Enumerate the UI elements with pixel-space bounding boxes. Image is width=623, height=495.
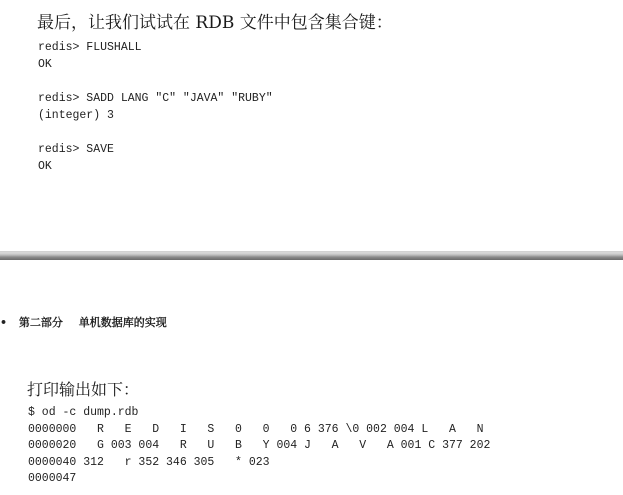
page-break-divider [0,251,623,260]
running-header-chapter: 单机数据库的实现 [78,316,167,329]
code-line: $ od -c dump.rdb [28,406,139,419]
running-header-part: 第二部分 [18,316,63,329]
section-heading-rdb-set-key: 最后，让我们试试在 RDB 文件中包含集合键： [37,13,393,33]
code-blank-line [38,73,273,91]
code-line: (integer) 3 [38,108,114,122]
code-line: 0000040 312 r 352 346 305 * 023 [28,455,270,469]
code-line: 0000000 R E D I S 0 0 0 6 376 \0 002 004 L A N [28,422,484,436]
code-line: OK [38,159,52,173]
code-line: 0000020 G 003 004 R U B Y 004 J A V A 001 C 377 202 [28,439,491,452]
code-line: redis> SAVE [38,143,114,156]
running-header [0,314,167,330]
code-line: OK [38,57,52,71]
code-line: 0000047 [28,472,77,485]
od-dump-code-block [28,405,490,488]
code-line: redis> SADD LANG "C" "JAVA" "RUBY" [38,92,273,105]
section-heading-output: 打印输出如下： [27,380,140,399]
bullet-icon: • [0,316,8,329]
code-blank-line [38,124,273,142]
redis-command-code-block [38,40,273,175]
code-line: redis> FLUSHALL [38,41,142,54]
